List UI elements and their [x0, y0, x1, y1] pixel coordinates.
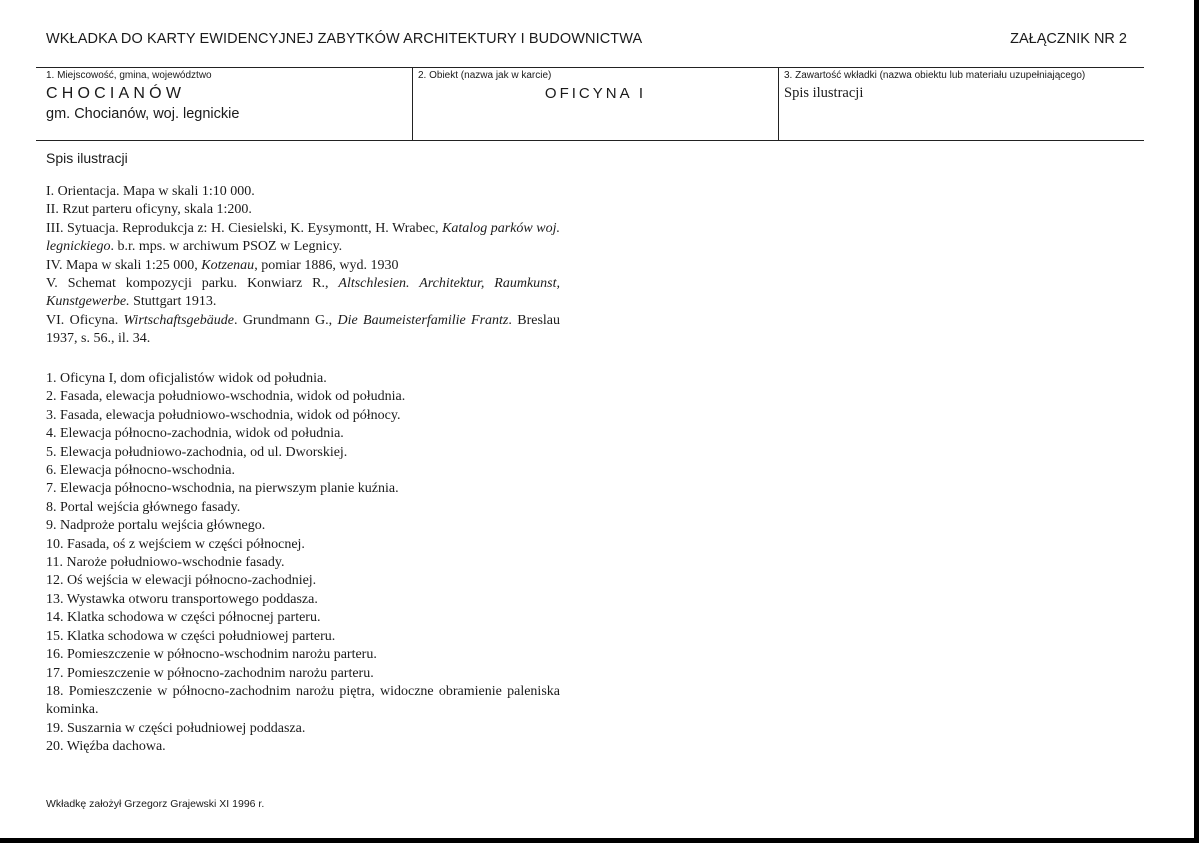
reference-text: Stuttgart 1913. [129, 294, 217, 310]
column-divider-2 [778, 67, 779, 141]
contents-label: 3. Zawartość wkładki (nazwa obiektu lub materiału uzupełniającego) [784, 70, 1086, 81]
photo-list-item: 12. Oś wejścia w elewacji północno-zachodniej. [46, 573, 317, 589]
section-heading: Spis ilustracji [46, 150, 128, 166]
reference-title: Die Baumeisterfamilie Frantz [337, 312, 509, 328]
reference-text: I. Orientacja. Mapa w skali 1:10 000. [46, 184, 255, 199]
table-bottom-rule [36, 140, 1144, 141]
photo-list-item: 9. Nadproże portalu wejścia głównego. [46, 518, 266, 534]
photo-list-item: 17. Pomieszczenie w północno-zachodnim narożu parteru. [46, 665, 374, 681]
reference-title: Altschlesien. Architektur, Raumkunst, Kunstgewerbe. [46, 276, 560, 310]
object-label: 2. Obiekt (nazwa jak w karcie) [418, 70, 552, 81]
reference-item [46, 257, 560, 275]
reference-title: Katalog parków woj. legnickiego [46, 220, 560, 255]
object-name: OFICYNA I [544, 85, 647, 102]
photo-list-item: 8. Portal wejścia głównego fasady. [46, 499, 241, 515]
reference-title: Wirtschaftsgebäude [123, 312, 234, 328]
reference-text: . b.r. mps. w archiwum PSOZ w Legnicy. [110, 239, 343, 255]
photo-list-item: 3. Fasada, elewacja południowo-wschodnia, widok od północy. [46, 407, 401, 423]
column-divider-1 [412, 67, 413, 141]
attachment-number: ZAŁĄCZNIK NR 2 [1010, 31, 1127, 47]
photo-list-item: 6. Elewacja północno-wschodnia. [46, 463, 235, 479]
photo-list-item: 5. Elewacja południowo-zachodnia, od ul. Dworskiej. [46, 444, 348, 460]
reference-item [46, 201, 560, 219]
reference-text: . Breslau 1937, s. 56., il. 34. [46, 312, 560, 347]
photo-list [46, 370, 560, 757]
photo-list-item: 14. Klatka schodowa w części północnej parteru. [46, 610, 321, 626]
photo-list-item: 18. Pomieszczenie w północno-zachodnim narożu piętra, widoczne obramienie paleniska kominka. [46, 683, 560, 718]
photo-list-item: 16. Pomieszczenie w północno-wschodnim narożu parteru. [46, 647, 377, 663]
photo-list-item: 7. Elewacja północno-wschodnia, na pierwszym planie kuźnia. [46, 481, 399, 497]
reference-item [46, 183, 560, 201]
photo-list-item: 10. Fasada, oś z wejściem w części północnej. [46, 536, 305, 552]
photo-list-item: 11. Naroże południowo-wschodnie fasady. [46, 555, 285, 571]
footer-note: Wkładkę założył Grzegorz Grajewski XI 1996 r. [46, 798, 265, 810]
reference-item [46, 275, 560, 312]
location-name: CHOCIANÓW [46, 85, 186, 102]
reference-list [46, 183, 560, 349]
photo-list-item: 19. Suszarnia w części południowej poddasza. [46, 720, 306, 736]
reference-text: II. Rzut parteru oficyny, skala 1:200. [46, 202, 252, 218]
reference-item [46, 220, 560, 257]
photo-list-item: 2. Fasada, elewacja południowo-wschodnia, widok od południa. [46, 389, 406, 405]
form-title: WKŁADKA DO KARTY EWIDENCYJNEJ ZABYTKÓW ARCHITEKTURY I BUDOWNICTWA [46, 31, 643, 47]
contents-value: Spis ilustracji [784, 85, 864, 101]
photo-list-item: 20. Więźba dachowa. [46, 739, 166, 755]
reference-item [46, 312, 560, 349]
location-commune: gm. Chocianów, woj. legnickie [46, 106, 240, 122]
photo-list-item: 4. Elewacja północno-zachodnia, widok od południa. [46, 426, 344, 442]
reference-text: . Grundmann G., [233, 312, 338, 328]
photo-list-item: 1. Oficyna I, dom oficjalistów widok od południa. [46, 371, 327, 386]
reference-text: IV. Mapa w skali 1:25 000, [46, 257, 202, 273]
reference-text: VI. Oficyna. [46, 312, 124, 328]
reference-text: V. Schemat kompozycji parku. Konwiarz R., [46, 276, 339, 292]
photo-list-item: 13. Wystawka otworu transportowego poddasza. [46, 591, 318, 607]
photo-list-item: 15. Klatka schodowa w części południowej parteru. [46, 628, 336, 644]
location-label: 1. Miejscowość, gmina, województwo [46, 70, 212, 81]
reference-text: , pomiar 1886, wyd. 1930 [254, 257, 399, 273]
reference-text: III. Sytuacja. Reprodukcja z: H. Ciesielski, K. Eysymontt, H. Wrabec, [46, 220, 443, 236]
reference-title: Kotzenau [201, 257, 255, 273]
table-top-rule [36, 67, 1144, 68]
